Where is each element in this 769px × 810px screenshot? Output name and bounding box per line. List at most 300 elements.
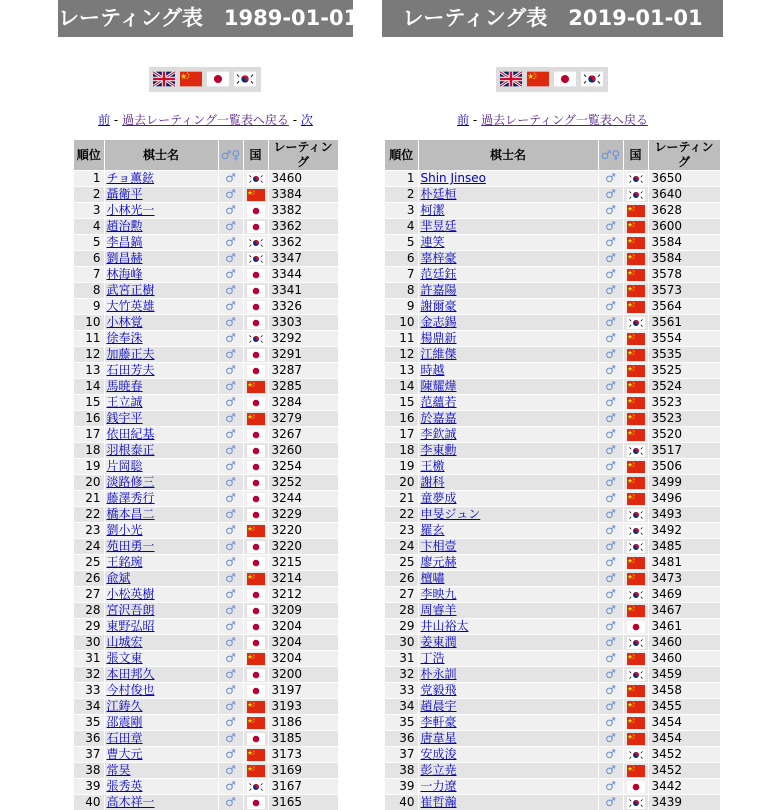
player-name-cell — [104, 283, 218, 299]
male-icon: ♂ — [218, 475, 243, 491]
table-row — [74, 619, 338, 635]
table-row — [385, 283, 720, 299]
male-icon: ♂ — [218, 795, 243, 810]
rank-cell: 28 — [385, 603, 418, 619]
rank-cell: 12 — [385, 347, 418, 363]
player-name-link[interactable]: 周睿羊 — [421, 603, 457, 617]
rank-cell: 24 — [74, 539, 104, 555]
rank-cell: 18 — [385, 443, 418, 459]
rating-cell: 3564 — [648, 299, 720, 315]
country-cell — [243, 779, 268, 795]
rating-cell: 3461 — [648, 619, 720, 635]
china-flag-icon — [627, 701, 645, 713]
rating-cell: 3200 — [268, 667, 338, 683]
rating-cell: 3185 — [268, 731, 338, 747]
prev-link[interactable]: 前 — [98, 113, 110, 127]
rating-cell: 3167 — [268, 779, 338, 795]
table-row — [74, 747, 338, 763]
player-name-link[interactable]: 申旻ジュン — [421, 507, 481, 521]
male-icon: ♂ — [598, 363, 623, 379]
male-icon: ♂ — [218, 587, 243, 603]
rating-cell: 3341 — [268, 283, 338, 299]
player-name-link[interactable]: 姜東潤 — [421, 635, 457, 649]
china-flag-icon[interactable] — [527, 71, 549, 87]
player-name-cell — [418, 667, 598, 683]
player-name-link[interactable]: 張文東 — [107, 651, 143, 665]
table-row — [74, 683, 338, 699]
male-icon: ♂ — [598, 603, 623, 619]
rank-cell: 30 — [385, 635, 418, 651]
table-row — [74, 587, 338, 603]
table-row — [74, 715, 338, 731]
player-name-link[interactable]: 東野弘昭 — [107, 619, 155, 633]
rank-cell: 27 — [385, 587, 418, 603]
player-name-link[interactable]: 劉小光 — [107, 523, 143, 537]
japan-flag-icon — [247, 493, 265, 505]
name-header: 棋士名 — [104, 140, 218, 171]
player-name-cell — [418, 363, 598, 379]
player-name-cell — [418, 187, 598, 203]
player-name-cell — [418, 795, 598, 810]
rank-cell: 14 — [74, 379, 104, 395]
japan-flag-icon — [247, 461, 265, 473]
player-name-link[interactable]: 李欽誠 — [421, 427, 457, 441]
rating-cell: 3214 — [268, 571, 338, 587]
china-flag-icon — [627, 429, 645, 441]
china-flag-icon — [627, 685, 645, 697]
rank-cell: 11 — [74, 331, 104, 347]
rating-cell: 3506 — [648, 459, 720, 475]
right-rating-table — [385, 140, 721, 810]
rank-cell: 27 — [74, 587, 104, 603]
male-icon: ♂ — [218, 459, 243, 475]
male-icon: ♂ — [598, 427, 623, 443]
male-icon: ♂ — [218, 603, 243, 619]
player-name-link[interactable]: 朴永訓 — [421, 667, 457, 681]
country-cell — [623, 587, 648, 603]
player-name-link[interactable]: 金志錫 — [421, 315, 457, 329]
rank-cell: 7 — [385, 267, 418, 283]
country-cell — [623, 171, 648, 187]
left-flag-bar — [149, 67, 261, 92]
china-flag-icon — [247, 525, 265, 537]
rating-cell: 3362 — [268, 235, 338, 251]
country-cell — [243, 555, 268, 571]
male-icon: ♂ — [218, 219, 243, 235]
player-name-cell — [104, 491, 218, 507]
rating-cell: 3640 — [648, 187, 720, 203]
rating-cell: 3284 — [268, 395, 338, 411]
player-name-link[interactable]: 辜梓豪 — [421, 251, 457, 265]
player-name-link[interactable]: 張秀英 — [107, 779, 143, 793]
player-name-link[interactable]: 卞相壹 — [421, 539, 457, 553]
player-name-link[interactable]: 邵震剛 — [107, 715, 143, 729]
male-icon: ♂ — [218, 315, 243, 331]
table-row — [74, 523, 338, 539]
male-icon: ♂ — [218, 555, 243, 571]
country-cell — [243, 491, 268, 507]
korea-flag-icon[interactable] — [581, 71, 603, 87]
player-name-link[interactable]: 范廷鈺 — [421, 267, 457, 281]
japan-flag-icon — [247, 397, 265, 409]
country-cell — [623, 619, 648, 635]
player-name-link[interactable]: 廖元赫 — [421, 555, 457, 569]
player-name-link[interactable]: 劉昌赫 — [107, 251, 143, 265]
rank-cell: 15 — [385, 395, 418, 411]
korea-flag-icon — [627, 317, 645, 329]
player-name-cell — [418, 315, 598, 331]
back-to-list-link[interactable]: 過去レーティング一覧表へ戻る — [122, 113, 289, 127]
male-icon: ♂ — [218, 187, 243, 203]
rating-cell: 3458 — [648, 683, 720, 699]
male-icon: ♂ — [218, 539, 243, 555]
korea-flag-icon — [627, 189, 645, 201]
table-row — [74, 251, 338, 267]
male-icon: ♂ — [218, 683, 243, 699]
country-cell — [243, 651, 268, 667]
player-name-cell — [418, 235, 598, 251]
rank-cell: 34 — [385, 699, 418, 715]
japan-flag-icon — [247, 445, 265, 457]
rating-cell: 3460 — [268, 171, 338, 187]
player-name-link[interactable]: 彭立尭 — [421, 763, 457, 777]
player-name-link[interactable]: チョ薫鉉 — [107, 171, 155, 185]
table-row — [385, 555, 720, 571]
player-name-link[interactable]: 江維傑 — [421, 347, 457, 361]
rating-cell: 3628 — [648, 203, 720, 219]
table-row — [74, 667, 338, 683]
male-icon: ♂ — [218, 731, 243, 747]
player-name-link[interactable]: 童夢成 — [421, 491, 457, 505]
player-name-link[interactable]: 党毅飛 — [421, 683, 457, 697]
male-icon: ♂ — [218, 779, 243, 795]
player-name-link[interactable]: 李軒豪 — [421, 715, 457, 729]
table-row — [385, 395, 720, 411]
country-cell — [623, 635, 648, 651]
rank-cell: 35 — [74, 715, 104, 731]
player-name-link[interactable]: 馬暁春 — [107, 379, 143, 393]
player-name-link[interactable]: 芈昱廷 — [421, 219, 457, 233]
player-name-link[interactable]: 林海峰 — [107, 267, 143, 281]
player-name-link[interactable]: 朴廷桓 — [421, 187, 457, 201]
rating-cell: 3600 — [648, 219, 720, 235]
player-name-cell — [104, 555, 218, 571]
rating-cell: 3326 — [268, 299, 338, 315]
korea-flag-icon — [627, 637, 645, 649]
player-name-link[interactable]: 徐奉洙 — [107, 331, 143, 345]
table-row — [74, 315, 338, 331]
table-row — [74, 459, 338, 475]
china-flag-icon[interactable] — [180, 71, 202, 87]
rating-cell: 3209 — [268, 603, 338, 619]
table-row — [385, 267, 720, 283]
japan-flag-icon[interactable] — [207, 71, 229, 87]
rating-cell: 3535 — [648, 347, 720, 363]
china-flag-icon — [627, 365, 645, 377]
rank-header: 順位 — [385, 140, 418, 171]
male-icon: ♂ — [598, 555, 623, 571]
player-name-link[interactable]: 羽根泰正 — [107, 443, 155, 457]
table-row — [74, 363, 338, 379]
player-name-link[interactable]: 常昊 — [107, 763, 131, 777]
player-name-link[interactable]: 連笑 — [421, 235, 445, 249]
rating-cell: 3525 — [648, 363, 720, 379]
next-link[interactable]: 次 — [301, 113, 313, 127]
player-name-link[interactable]: 趙治勲 — [107, 219, 143, 233]
rank-cell: 28 — [74, 603, 104, 619]
nav-separator: - — [114, 113, 118, 127]
country-cell — [243, 795, 268, 810]
table-row — [385, 491, 720, 507]
country-cell — [243, 763, 268, 779]
player-name-link[interactable]: 丁浩 — [421, 651, 445, 665]
uk-flag-icon[interactable] — [500, 71, 522, 87]
japan-flag-icon — [247, 349, 265, 361]
player-name-link[interactable]: 苑田勇一 — [107, 539, 155, 553]
player-name-cell — [104, 251, 218, 267]
player-name-cell — [418, 411, 598, 427]
male-icon: ♂ — [218, 267, 243, 283]
male-icon: ♂ — [598, 219, 623, 235]
player-name-link[interactable]: 銭宇平 — [107, 411, 143, 425]
male-icon: ♂ — [218, 507, 243, 523]
rating-cell: 3292 — [268, 331, 338, 347]
rank-cell: 16 — [385, 411, 418, 427]
player-name-cell — [418, 699, 598, 715]
rank-cell: 33 — [385, 683, 418, 699]
player-name-link[interactable]: 柯潔 — [421, 203, 445, 217]
player-name-link[interactable]: 王銘琬 — [107, 555, 143, 569]
player-name-link[interactable]: 江鋳久 — [107, 699, 143, 713]
player-name-link[interactable]: 李昌鎬 — [107, 235, 143, 249]
player-name-link[interactable]: 山城宏 — [107, 635, 143, 649]
country-cell — [623, 763, 648, 779]
player-name-link[interactable]: 加藤正夫 — [107, 347, 155, 361]
player-name-link[interactable]: 一力遼 — [421, 779, 457, 793]
rank-cell: 30 — [74, 635, 104, 651]
player-name-link[interactable]: 許嘉陽 — [421, 283, 457, 297]
player-name-link[interactable]: 時越 — [421, 363, 445, 377]
country-cell — [623, 187, 648, 203]
rating-cell: 3220 — [268, 523, 338, 539]
player-name-cell — [104, 171, 218, 187]
player-name-link[interactable]: 於嘉嘉 — [421, 411, 457, 425]
player-name-link[interactable]: 王立誠 — [107, 395, 143, 409]
male-icon: ♂ — [218, 523, 243, 539]
male-icon: ♂ — [218, 619, 243, 635]
country-cell — [243, 283, 268, 299]
player-name-cell — [104, 683, 218, 699]
korea-flag-icon — [247, 781, 265, 793]
male-icon: ♂ — [598, 475, 623, 491]
player-name-link[interactable]: 藤澤秀行 — [107, 491, 155, 505]
player-name-link[interactable]: 今村俊也 — [107, 683, 155, 697]
country-cell — [243, 395, 268, 411]
player-name-link[interactable]: 陳耀燁 — [421, 379, 457, 393]
country-cell — [623, 395, 648, 411]
china-flag-icon — [627, 733, 645, 745]
player-name-cell — [418, 491, 598, 507]
country-cell — [623, 683, 648, 699]
player-name-link[interactable]: 楊鼎新 — [421, 331, 457, 345]
table-row — [74, 443, 338, 459]
china-flag-icon — [247, 413, 265, 425]
player-name-link[interactable]: 大竹英雄 — [107, 299, 155, 313]
rating-cell: 3193 — [268, 699, 338, 715]
table-row — [74, 475, 338, 491]
rating-cell: 3573 — [648, 283, 720, 299]
china-flag-icon — [627, 413, 645, 425]
rating-cell: 3244 — [268, 491, 338, 507]
uk-flag-icon[interactable] — [153, 71, 175, 87]
table-row — [385, 347, 720, 363]
korea-flag-icon[interactable] — [234, 71, 256, 87]
rank-cell: 7 — [74, 267, 104, 283]
player-name-link[interactable]: 王檄 — [421, 459, 445, 473]
player-name-link[interactable]: 武宮正樹 — [107, 283, 155, 297]
country-cell — [243, 427, 268, 443]
player-name-link[interactable]: 石田章 — [107, 731, 143, 745]
player-name-cell — [104, 427, 218, 443]
player-name-link[interactable]: 依田紀基 — [107, 427, 155, 441]
china-flag-icon — [627, 397, 645, 409]
table-row — [385, 779, 720, 795]
rank-cell: 33 — [74, 683, 104, 699]
player-name-link[interactable]: 檀嘯 — [421, 571, 445, 585]
rank-cell: 8 — [74, 283, 104, 299]
player-name-link[interactable]: 高木祥一 — [107, 795, 155, 809]
player-name-link[interactable]: 片岡聡 — [107, 459, 143, 473]
player-name-link[interactable]: 唐韋星 — [421, 731, 457, 745]
player-name-link[interactable]: 謝科 — [421, 475, 445, 489]
korea-flag-icon — [627, 669, 645, 681]
country-cell — [243, 603, 268, 619]
table-row — [385, 523, 720, 539]
country-cell — [243, 715, 268, 731]
player-name-link[interactable]: 小松英樹 — [107, 587, 155, 601]
player-name-cell — [104, 187, 218, 203]
rank-cell: 1 — [385, 171, 418, 187]
player-name-link[interactable]: 趙晨宇 — [421, 699, 457, 713]
china-flag-icon — [627, 573, 645, 585]
player-name-link[interactable]: 小林光一 — [107, 203, 155, 217]
table-row — [74, 491, 338, 507]
player-name-link[interactable]: 曹大元 — [107, 747, 143, 761]
back-to-list-link[interactable]: 過去レーティング一覧表へ戻る — [481, 113, 648, 127]
country-cell — [243, 667, 268, 683]
player-name-cell — [418, 635, 598, 651]
player-name-cell — [418, 587, 598, 603]
rating-cell: 3220 — [268, 539, 338, 555]
player-name-cell — [104, 747, 218, 763]
male-icon: ♂ — [598, 299, 623, 315]
player-name-link[interactable]: 本田邦久 — [107, 667, 155, 681]
korea-flag-icon — [247, 173, 265, 185]
country-cell — [623, 491, 648, 507]
table-row — [74, 651, 338, 667]
player-name-link[interactable]: 石田芳夫 — [107, 363, 155, 377]
rating-cell: 3650 — [648, 171, 720, 187]
country-cell — [623, 219, 648, 235]
country-cell — [243, 411, 268, 427]
china-flag-icon — [247, 189, 265, 201]
table-row — [385, 683, 720, 699]
rating-cell: 3520 — [648, 427, 720, 443]
country-cell — [243, 699, 268, 715]
player-name-link[interactable]: 宮沢吾朗 — [107, 603, 155, 617]
male-icon: ♂ — [218, 331, 243, 347]
player-name-link[interactable]: 聶衛平 — [107, 187, 143, 201]
rating-cell: 3493 — [648, 507, 720, 523]
rating-cell: 3212 — [268, 587, 338, 603]
country-cell — [243, 251, 268, 267]
table-row — [74, 571, 338, 587]
table-row — [385, 203, 720, 219]
player-name-link[interactable]: 淡路修三 — [107, 475, 155, 489]
country-cell — [623, 571, 648, 587]
player-name-link[interactable]: 橋本昌二 — [107, 507, 155, 521]
table-row — [74, 603, 338, 619]
rating-cell: 3382 — [268, 203, 338, 219]
table-row — [74, 283, 338, 299]
male-icon: ♂ — [598, 315, 623, 331]
table-row — [385, 475, 720, 491]
player-name-cell — [418, 539, 598, 555]
male-icon: ♂ — [598, 443, 623, 459]
male-icon: ♂ — [218, 635, 243, 651]
player-name-link[interactable]: 謝爾豪 — [421, 299, 457, 313]
country-cell — [623, 203, 648, 219]
table-row — [385, 619, 720, 635]
table-row — [385, 651, 720, 667]
player-name-link[interactable]: Shin Jinseo — [421, 171, 486, 185]
country-cell — [243, 683, 268, 699]
prev-link[interactable]: 前 — [457, 113, 469, 127]
rank-cell: 10 — [74, 315, 104, 331]
male-icon: ♂ — [598, 779, 623, 795]
table-row — [385, 411, 720, 427]
rating-cell: 3169 — [268, 763, 338, 779]
male-icon: ♂ — [598, 171, 623, 187]
player-name-link[interactable]: 羅玄 — [421, 523, 445, 537]
table-row — [74, 731, 338, 747]
player-name-link[interactable]: 范蘊若 — [421, 395, 457, 409]
japan-flag-icon[interactable] — [554, 71, 576, 87]
table-row — [74, 555, 338, 571]
table-row — [74, 187, 338, 203]
player-name-link[interactable]: 井山裕太 — [421, 619, 469, 633]
country-cell — [623, 699, 648, 715]
player-name-link[interactable]: 小林覚 — [107, 315, 143, 329]
player-name-link[interactable]: 李映九 — [421, 587, 457, 601]
player-name-link[interactable]: 李東勳 — [421, 443, 457, 457]
player-name-link[interactable]: 兪斌 — [107, 571, 131, 585]
player-name-cell — [104, 235, 218, 251]
rank-cell: 22 — [385, 507, 418, 523]
table-row — [74, 779, 338, 795]
player-name-link[interactable]: 崔哲瀚 — [421, 795, 457, 809]
male-icon: ♂ — [218, 667, 243, 683]
country-cell — [623, 251, 648, 267]
japan-flag-icon — [247, 509, 265, 521]
player-name-link[interactable]: 安成浚 — [421, 747, 457, 761]
rating-cell: 3279 — [268, 411, 338, 427]
table-row — [385, 315, 720, 331]
country-cell — [243, 219, 268, 235]
player-name-cell — [418, 171, 598, 187]
rating-cell: 3204 — [268, 619, 338, 635]
rating-cell: 3452 — [648, 763, 720, 779]
